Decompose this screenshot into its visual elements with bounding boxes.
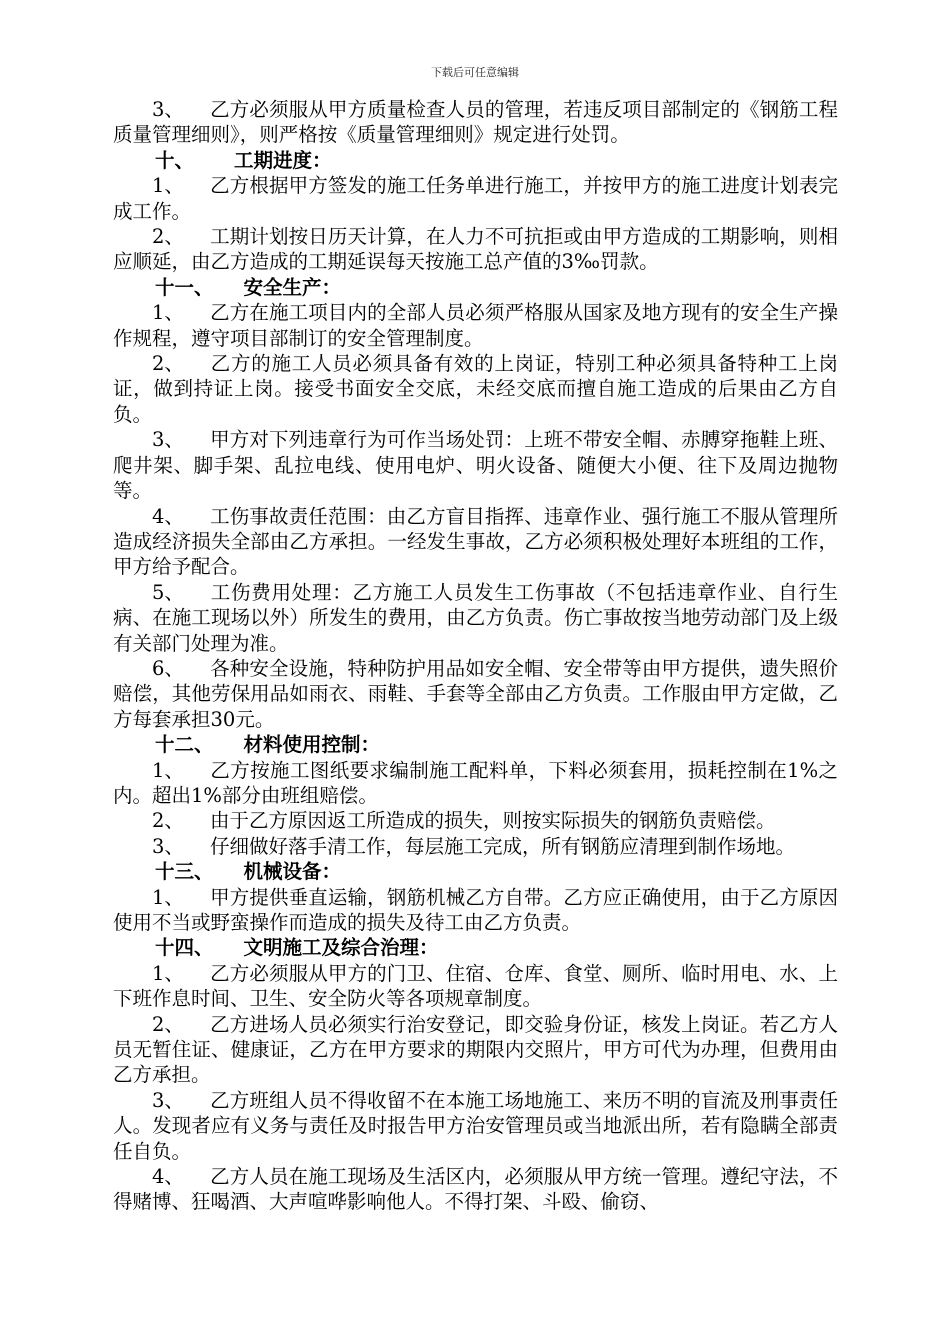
clause-paragraph <box>113 97 838 148</box>
section-title: 文明施工及综合治理： <box>243 936 439 960</box>
clause-paragraph <box>113 1012 838 1088</box>
clause-paragraph <box>113 961 838 1012</box>
clause-text: 乙方班组人员不得收留不在本施工场地施工、来历不明的盲流及刑事责任人。发现者应有义务与责任及时报告甲方治安管理员或当地派出所，若有隐瞒全部责任自负。 <box>113 1088 838 1163</box>
section-number: 十三、 <box>155 860 214 884</box>
clause-number: 4、 <box>152 504 184 528</box>
clause-paragraph <box>113 173 838 224</box>
clause-text: 仔细做好落手清工作，每层施工完成，所有钢筋应清理到制作场地。 <box>210 834 796 858</box>
clause-paragraph <box>113 300 838 351</box>
section-heading <box>113 732 838 757</box>
clause-text: 甲方提供垂直运输，钢筋机械乙方自带。乙方应正确使用，由于乙方原因使用不当或野蛮操作而造成的损失及待工由乙方负责。 <box>113 885 838 934</box>
section-number: 十一、 <box>155 275 214 299</box>
clause-paragraph <box>113 224 838 275</box>
clause-paragraph <box>113 351 838 427</box>
clause-number: 2、 <box>152 352 184 376</box>
section-title: 工期进度： <box>234 148 332 172</box>
section-title: 材料使用控制： <box>243 733 381 757</box>
clause-text: 乙方的施工人员必须具备有效的上岗证，特别工种必须具备特种工上岗证，做到持证上岗。接受书面安全交底，未经交底而擅自施工造成的后果由乙方自负。 <box>113 352 838 426</box>
clause-text: 乙方必须服从甲方质量检查人员的管理，若违反项目部制定的《钢筋工程质量管理细则》，则严格按《质量管理细则》规定进行处罚。 <box>113 98 838 147</box>
clause-text: 乙方进场人员必须实行治安登记，即交验身份证，核发上岗证。若乙方人员无暂住证、健康证，乙方在甲方要求的期限内交照片，甲方可代为办理，但费用由乙方承担。 <box>113 1012 838 1087</box>
clause-number: 1、 <box>152 961 184 985</box>
clause-number: 3、 <box>152 1088 184 1112</box>
clause-text: 乙方必须服从甲方的门卫、住宿、仓库、食堂、厕所、临时用电、水、上下班作息时间、卫生、安全防火等各项规章制度。 <box>113 961 838 1011</box>
section-title: 机械设备： <box>243 860 342 884</box>
section-heading <box>113 275 838 300</box>
section-number: 十二、 <box>155 733 214 757</box>
clause-number: 3、 <box>152 98 184 121</box>
clause-paragraph <box>113 427 838 503</box>
clause-paragraph <box>113 580 838 656</box>
clause-number: 1、 <box>152 301 184 325</box>
clause-number: 6、 <box>152 656 184 680</box>
clause-number: 2、 <box>152 1012 184 1036</box>
clause-number: 2、 <box>152 809 184 833</box>
clause-text: 乙方按施工图纸要求编制施工配料单，下料必须套用，损耗控制在1%之内。超出1%部分由班组赔偿。 <box>113 758 838 807</box>
section-heading <box>113 148 838 173</box>
clause-number: 3、 <box>152 834 184 858</box>
clause-text: 乙方在施工项目内的全部人员必须严格服从国家及地方现有的安全生产操作规程，遵守项目部制订的安全管理制度。 <box>113 301 838 350</box>
clause-number: 2、 <box>152 225 184 249</box>
section-heading <box>113 859 838 884</box>
clause-number: 1、 <box>152 174 184 198</box>
clause-paragraph <box>113 1088 838 1164</box>
page-header: 下载后可任意编辑 <box>431 66 519 79</box>
clause-text: 各种安全设施，特种防护用品如安全帽、安全带等由甲方提供，遗失照价赔偿，其他劳保用品如雨衣、雨鞋、手套等全部由乙方负责。工作服由甲方定做，乙方每套承担30元。 <box>113 656 838 731</box>
clause-text: 乙方人员在施工现场及生活区内，必须服从甲方统一管理。遵纪守法，不得赌博、狂喝酒、大声喧哗影响他人。不得打架、斗殴、偷窃、 <box>113 1165 838 1214</box>
clause-paragraph <box>113 808 838 833</box>
clause-text: 工伤费用处理：乙方施工人员发生工伤事故（不包括违章作业、自行生病、在施工现场以外）所发生的费用，由乙方负责。伤亡事故按当地劳动部门及上级有关部门处理为准。 <box>113 580 838 655</box>
clause-text: 乙方根据甲方签发的施工任务单进行施工，并按甲方的施工进度计划表完成工作。 <box>113 174 838 223</box>
clause-number: 1、 <box>152 885 184 909</box>
section-title: 安全生产： <box>243 275 342 299</box>
section-number: 十四、 <box>155 936 214 960</box>
clause-paragraph <box>113 885 838 936</box>
clause-paragraph <box>113 1164 838 1215</box>
clause-paragraph <box>113 758 838 809</box>
section-heading <box>113 935 838 960</box>
clause-number: 5、 <box>152 580 184 604</box>
clause-number: 4、 <box>152 1165 184 1189</box>
clause-number: 3、 <box>152 428 184 452</box>
clause-text: 甲方对下列违章行为可作当场处罚：上班不带安全帽、赤膊穿拖鞋上班、爬井架、脚手架、乱拉电线、使用电炉、明火设备、随便大小便、往下及周边抛物等。 <box>113 428 838 503</box>
clause-paragraph <box>113 656 838 732</box>
document-body <box>113 97 838 1215</box>
clause-paragraph <box>113 504 838 580</box>
clause-text: 工伤事故责任范围：由乙方盲目指挥、违章作业、强行施工不服从管理所造成经济损失全部由乙方承担。一经发生事故，乙方必须积极处理好本班组的工作，甲方给予配合。 <box>113 504 838 579</box>
section-number: 十、 <box>155 148 195 172</box>
clause-paragraph <box>113 834 838 859</box>
clause-text: 由于乙方原因返工所造成的损失，则按实际损失的钢筋负责赔偿。 <box>210 809 776 833</box>
clause-number: 1、 <box>152 758 184 782</box>
clause-text: 工期计划按日历天计算，在人力不可抗拒或由甲方造成的工期影响，则相应顺延，由乙方造成的工期延误每天按施工总产值的3‰罚款。 <box>113 225 838 274</box>
